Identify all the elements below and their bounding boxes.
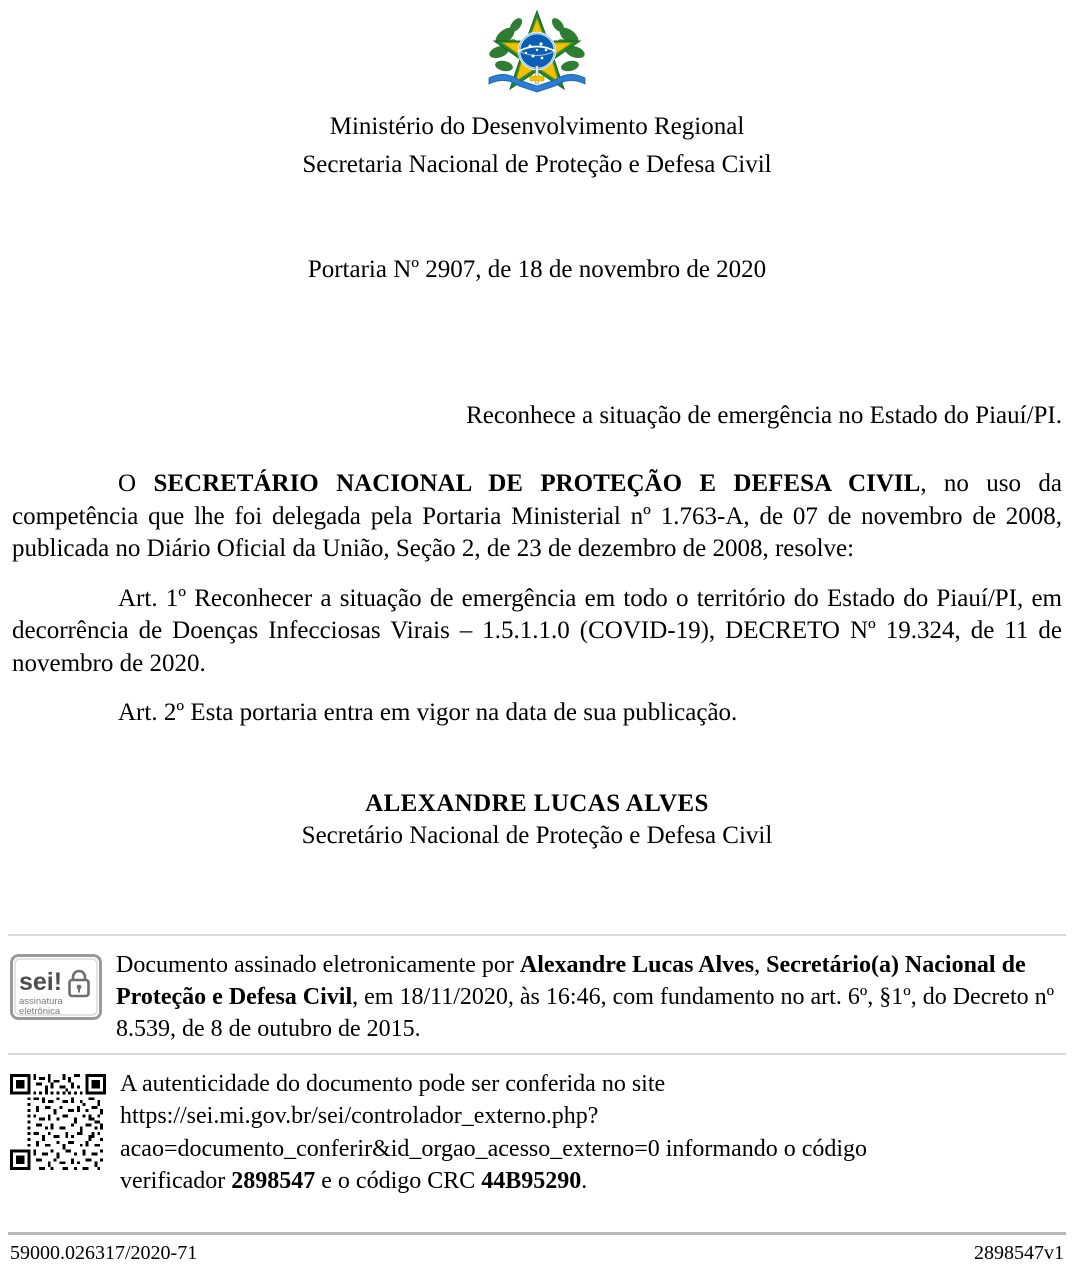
codes-line-suffix: . — [581, 1167, 588, 1194]
qr-code-icon — [10, 1074, 106, 1170]
crc-code: 44B95290 — [481, 1167, 582, 1194]
secretariat-name: Secretaria Nacional de Proteção e Defesa Civil — [302, 151, 772, 178]
separator-above-authenticity-notice — [8, 1053, 1066, 1055]
sei-caption-line-2: eletrônica — [19, 1006, 61, 1017]
sei-authenticity-text — [120, 1068, 1064, 1197]
authenticity-line-1: A autenticidade do documento pode ser conferida no site — [120, 1071, 666, 1097]
article-2-paragraph: Art. 2º Esta portaria entra em vigor na data de sua publicação. — [118, 699, 738, 726]
sei-wordmark: sei! — [19, 968, 63, 996]
sei-signature-notice-row — [10, 950, 1064, 1046]
signature-block — [0, 788, 1074, 853]
footer-divider — [8, 1232, 1066, 1235]
sei-caption-line-1: assinatura — [19, 996, 63, 1007]
ementa-summary: Reconhece a situação de emergência no Estado do Piauí/PI. — [466, 402, 1062, 429]
document-title: Portaria Nº 2907, de 18 de novembro de 2020 — [307, 256, 767, 283]
verification-label: verificador — [120, 1167, 232, 1194]
authority-title: SECRETÁRIO NACIONAL DE PROTEÇÃO E DEFESA CIVIL — [153, 470, 921, 497]
process-number: 59000.026317/2020-71 — [10, 1242, 198, 1264]
verification-code: 2898547 — [231, 1167, 316, 1194]
authenticity-query: acao=documento_conferir&id_orgao_acesso_externo=0 informando o código — [120, 1135, 868, 1162]
organization-header — [0, 108, 1074, 184]
preamble-lead: O — [118, 470, 154, 497]
preamble-paragraph — [12, 468, 1062, 566]
page-footer — [10, 1242, 1064, 1265]
signatory-role: Secretário Nacional de Proteção e Defesa Civil — [301, 822, 773, 849]
article-1-paragraph: Art. 1º Reconhecer a situação de emergência em todo o território do Estado do Piauí/PI, em decorrência de Doenças Infecciosas Virais – 1.5.1.1.0 (COVID-19), DECRETO Nº 19.324, de 11 de novembro de 2020. — [12, 584, 1062, 677]
notice-part-2: , — [754, 952, 767, 978]
authenticity-codes-line — [120, 1165, 1064, 1197]
preamble-rest: , no uso da competência que lhe foi delegada pela Portaria Ministerial nº 1.763-A, de 07 de novembro de 2008, publicada no Diário Oficial da União, Seção 2, de 23 de dezembro de 2008, resolve: — [12, 470, 1063, 562]
sei-signature-notice-text — [116, 950, 1064, 1046]
coat-of-arms-container — [0, 0, 1074, 96]
crc-label: e o código CRC — [315, 1167, 482, 1194]
document-body — [0, 468, 1074, 730]
separator-above-signature-notice — [8, 934, 1066, 936]
notice-part-1: Documento assinado eletronicamente por — [116, 952, 520, 978]
sei-electronic-signature-logo-icon — [10, 954, 102, 1020]
ministry-name: Ministério do Desenvolvimento Regional — [329, 113, 745, 140]
authenticity-url: https://sei.mi.gov.br/sei/controlador_externo.php? — [120, 1103, 599, 1130]
document-version: 2898547v1 — [974, 1242, 1064, 1264]
sei-authenticity-row — [10, 1068, 1064, 1197]
notice-signer-name: Alexandre Lucas Alves — [519, 952, 755, 978]
notice-signer-role: Secretário(a) Nacional de Proteção e Defesa Civil — [116, 952, 1026, 1010]
signatory-name: ALEXANDRE LUCAS ALVES — [365, 789, 709, 817]
notice-part-3: , em 18/11/2020, às 16:46, com fundamento no art. 6º, §1º, do Decreto nº 8.539, de 8 de outubro de 2015. — [116, 983, 1055, 1042]
brazil-coat-of-arms-icon — [485, 6, 589, 96]
